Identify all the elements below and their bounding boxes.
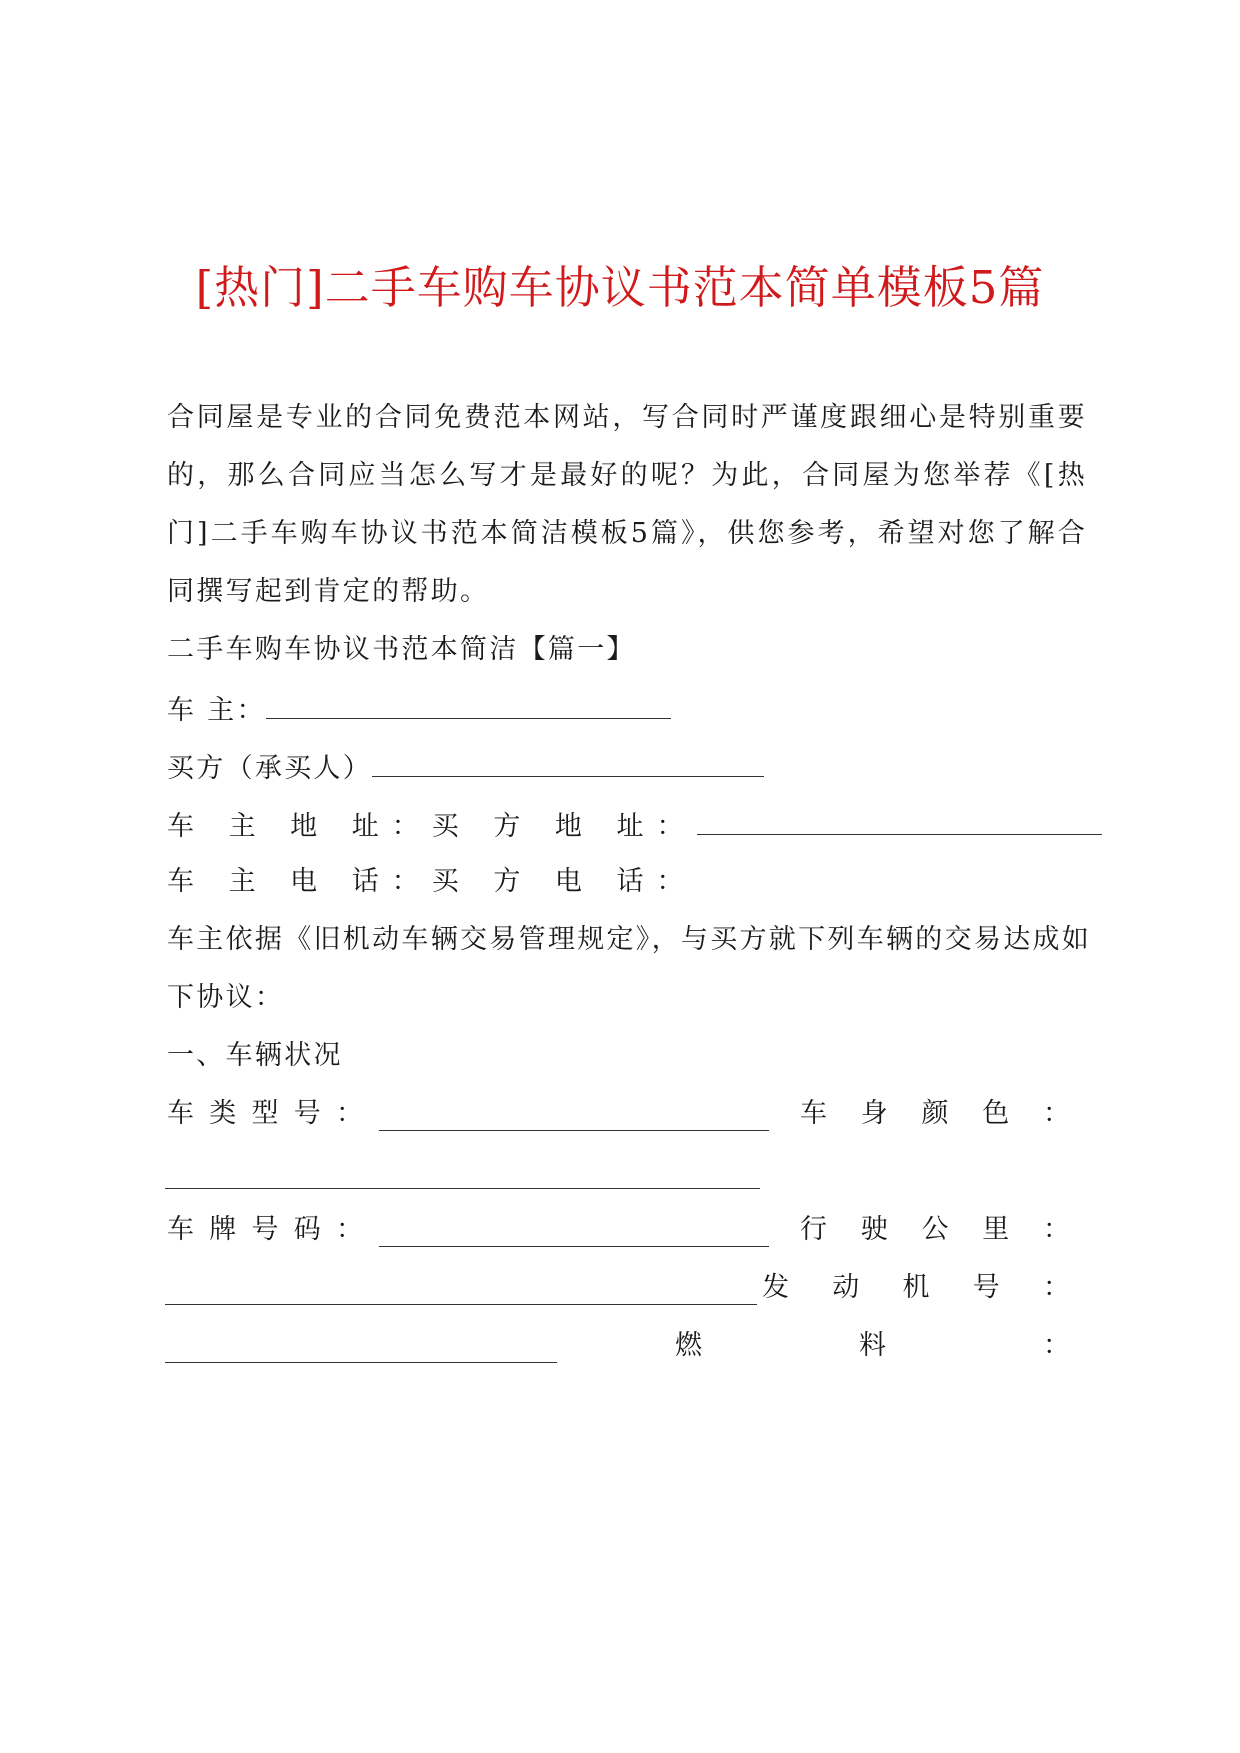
mileage-blank[interactable]	[165, 1274, 757, 1305]
address-blank[interactable]	[697, 804, 1102, 835]
model-char: 类	[209, 1098, 237, 1129]
buyer-address-label: 买 方 地 址：	[431, 811, 697, 842]
agreement-line-1: 车主依据《旧机动车辆交易管理规定》，与买方就下列车辆的交易达成如	[167, 924, 1092, 955]
section-heading: 二手车购车协议书范本简洁【篇一】	[167, 634, 636, 665]
engine-char: 机	[902, 1272, 930, 1303]
intro-line-2: 的，那么合同应当怎么写才是最好的呢？为此，合同屋为您举荐《[热	[167, 460, 1087, 491]
engine-blank[interactable]	[165, 1332, 557, 1363]
model-char: 号	[293, 1098, 321, 1129]
intro-line-4: 同撰写起到肯定的帮助。	[167, 576, 490, 607]
plate-char: 号	[251, 1214, 279, 1245]
mileage-char: ：	[1043, 1214, 1070, 1245]
engine-label	[762, 1268, 1070, 1308]
model-blank[interactable]	[379, 1100, 769, 1131]
fuel-char: 料	[859, 1330, 886, 1361]
plate-label	[167, 1210, 363, 1250]
owner-label: 车 主：	[167, 695, 266, 726]
address-field	[167, 804, 1087, 847]
fuel-label	[675, 1326, 1070, 1366]
agreement-line-2: 下协议：	[167, 982, 285, 1013]
fuel-char: 燃	[675, 1330, 702, 1361]
color-char: 车	[800, 1098, 827, 1129]
mileage-char: 公	[921, 1214, 949, 1245]
intro-line-3: 门]二手车购车协议书范本简洁模板5篇》，供您参考，希望对您了解合	[167, 518, 1087, 549]
color-char: 色	[982, 1098, 1010, 1129]
vehicle-section-heading: 一、车辆状况	[167, 1040, 343, 1071]
model-char: 车	[167, 1098, 194, 1129]
document-title: [热门]二手车购车协议书范本简单模板5篇	[195, 261, 1045, 314]
mileage-char: 驶	[860, 1214, 888, 1245]
owner-field	[167, 688, 1087, 731]
color-char: ：	[1043, 1098, 1070, 1129]
color-label	[800, 1094, 1070, 1134]
color-blank[interactable]	[165, 1158, 760, 1189]
plate-char: ：	[336, 1214, 363, 1245]
mileage-char: 里	[982, 1214, 1010, 1245]
engine-char: 号	[972, 1272, 1000, 1303]
plate-blank[interactable]	[379, 1216, 769, 1247]
color-char: 身	[860, 1098, 888, 1129]
owner-blank[interactable]	[266, 688, 671, 719]
model-char: ：	[336, 1098, 363, 1129]
plate-char: 车	[167, 1214, 194, 1245]
mileage-char: 行	[800, 1214, 827, 1245]
phone-field	[167, 862, 1087, 902]
intro-line-1: 合同屋是专业的合同免费范本网站，写合同时严谨度跟细心是特别重要	[167, 402, 1087, 433]
color-char: 颜	[921, 1098, 949, 1129]
plate-char: 牌	[209, 1214, 237, 1245]
buyer-blank[interactable]	[372, 746, 764, 777]
engine-char: ：	[1043, 1272, 1070, 1303]
engine-char: 动	[832, 1272, 860, 1303]
buyer-field	[167, 746, 1087, 789]
engine-char: 发	[762, 1272, 789, 1303]
model-label	[167, 1094, 363, 1134]
plate-char: 码	[293, 1214, 321, 1245]
mileage-label	[800, 1210, 1070, 1250]
buyer-label: 买方（承买人）	[167, 753, 373, 784]
model-char: 型	[251, 1098, 279, 1129]
buyer-phone-label: 买 方 电 话：	[431, 866, 697, 897]
owner-address-label: 车 主 地 址：	[167, 811, 432, 842]
fuel-char: ：	[1043, 1330, 1070, 1361]
owner-phone-label: 车 主 电 话：	[167, 866, 432, 897]
